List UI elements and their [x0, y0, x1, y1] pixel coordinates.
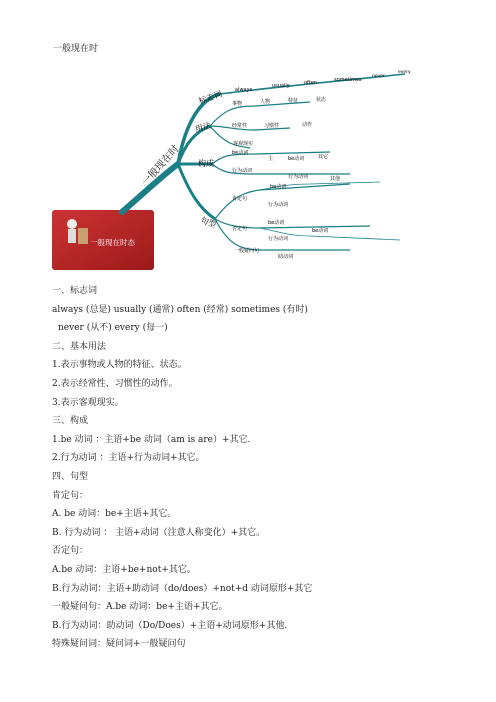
text-line: always (总是) usually (通常) often (经常) sometimes (有时) [52, 304, 308, 315]
branch-2-sub: 状态 [316, 97, 327, 103]
text-line: 特殊疑问词：疑问词+一般疑问句 [52, 639, 186, 650]
section-heading: 三、构成 [52, 416, 89, 427]
branch-3-sub: be动词 [288, 156, 305, 162]
branch-1-word: every [398, 70, 411, 75]
text-line: never (从不) every (每一) [58, 323, 168, 334]
mindmap-svg [50, 64, 422, 274]
section-heading: 一、标志词 [52, 286, 98, 296]
text-line: 1.表示事物或人物的特征、状态。 [52, 360, 187, 371]
center-label: 一般现在时 [140, 143, 182, 189]
branch-4-item: 否定句 [232, 226, 248, 232]
text-line: A.be 动词：主语+be+not+其它。 [52, 564, 196, 575]
branch-4-item: 一般疑问句 [234, 248, 260, 254]
branch-1-word: often [304, 80, 317, 86]
book-podium-icon [52, 210, 154, 270]
branch-4-label: 句型 [199, 215, 218, 230]
text-line: A. be 动词：be+主语+其它。 [52, 509, 177, 520]
page-title: 一般现在时 [53, 44, 99, 54]
branch-2-item: 经常性 [232, 123, 248, 129]
branch-4-sub: be动词 [268, 220, 285, 226]
book-label: 一般现在时态 [90, 238, 135, 247]
text-line: 2.行为动词 ：主语+行为动词+其它。 [52, 453, 205, 464]
branch-2-sub: 人物 [260, 99, 271, 105]
branch-1-word: always [235, 87, 253, 93]
text-line: 1.be 动词 ：主语+be 动词（am is are）+其它. [52, 434, 251, 445]
branch-4-sub: 行为动词 [268, 202, 289, 208]
mindmap-figure [50, 64, 422, 274]
text-line: B. 行为动词 ： 主语+动词（注意人称变化）+其它。 [52, 527, 266, 538]
branch-3-label: 构成 [198, 159, 214, 168]
branch-1-word: sometimes [334, 77, 362, 83]
branch-2-item: 事物 [232, 101, 243, 107]
branch-3-sub: 其他 [330, 176, 341, 182]
branch-2-sub: 动作 [302, 122, 313, 128]
branch-3-sub: 主 [268, 156, 274, 162]
branch-1-label: 标志词 [197, 89, 224, 106]
branch-4-sub: be动词 [270, 184, 287, 190]
body-text [0, 282, 496, 654]
branch-2-sub: 特征 [288, 98, 299, 104]
text-line: B.行为动词：助动词（Do/Does）+主语+动词原形+其他. [52, 620, 288, 631]
section-heading: 二、基本用法 [52, 341, 107, 352]
branch-2-item: 客观现实 [233, 141, 254, 147]
branch-1-word: usually [272, 83, 290, 89]
section-heading: 四、句型 [52, 471, 89, 482]
branch-2-sub: 习惯性 [264, 123, 280, 129]
text-line: B.行为动词：主语+助动词（do/does）+not+d 动词原形+其它 [52, 583, 313, 594]
text-line: 一般疑问句：A.be 动词：be+主语+其它。 [52, 602, 228, 613]
text-line: 否定句： [52, 546, 89, 557]
branch-3-item: be动词 [232, 150, 249, 156]
branch-2-label: 用法 [194, 121, 212, 134]
branch-4-sub: 行为动词 [268, 236, 289, 242]
text-line: 肯定句： [52, 490, 89, 501]
text-line: 2.表示经常性、习惯性的动作。 [52, 378, 178, 389]
branch-4-sub: be动词 [312, 228, 329, 234]
branch-1-word: never [372, 74, 385, 79]
branch-3-item: 行为动词 [232, 168, 253, 174]
branch-3-sub: 其它 [318, 154, 329, 160]
branch-4-item: 肯定句 [232, 196, 248, 202]
branch-3-sub: 行为动词 [288, 174, 309, 180]
branch-4-sub: 助动词 [278, 254, 294, 260]
text-line: 3.表示客观现实。 [52, 397, 124, 408]
